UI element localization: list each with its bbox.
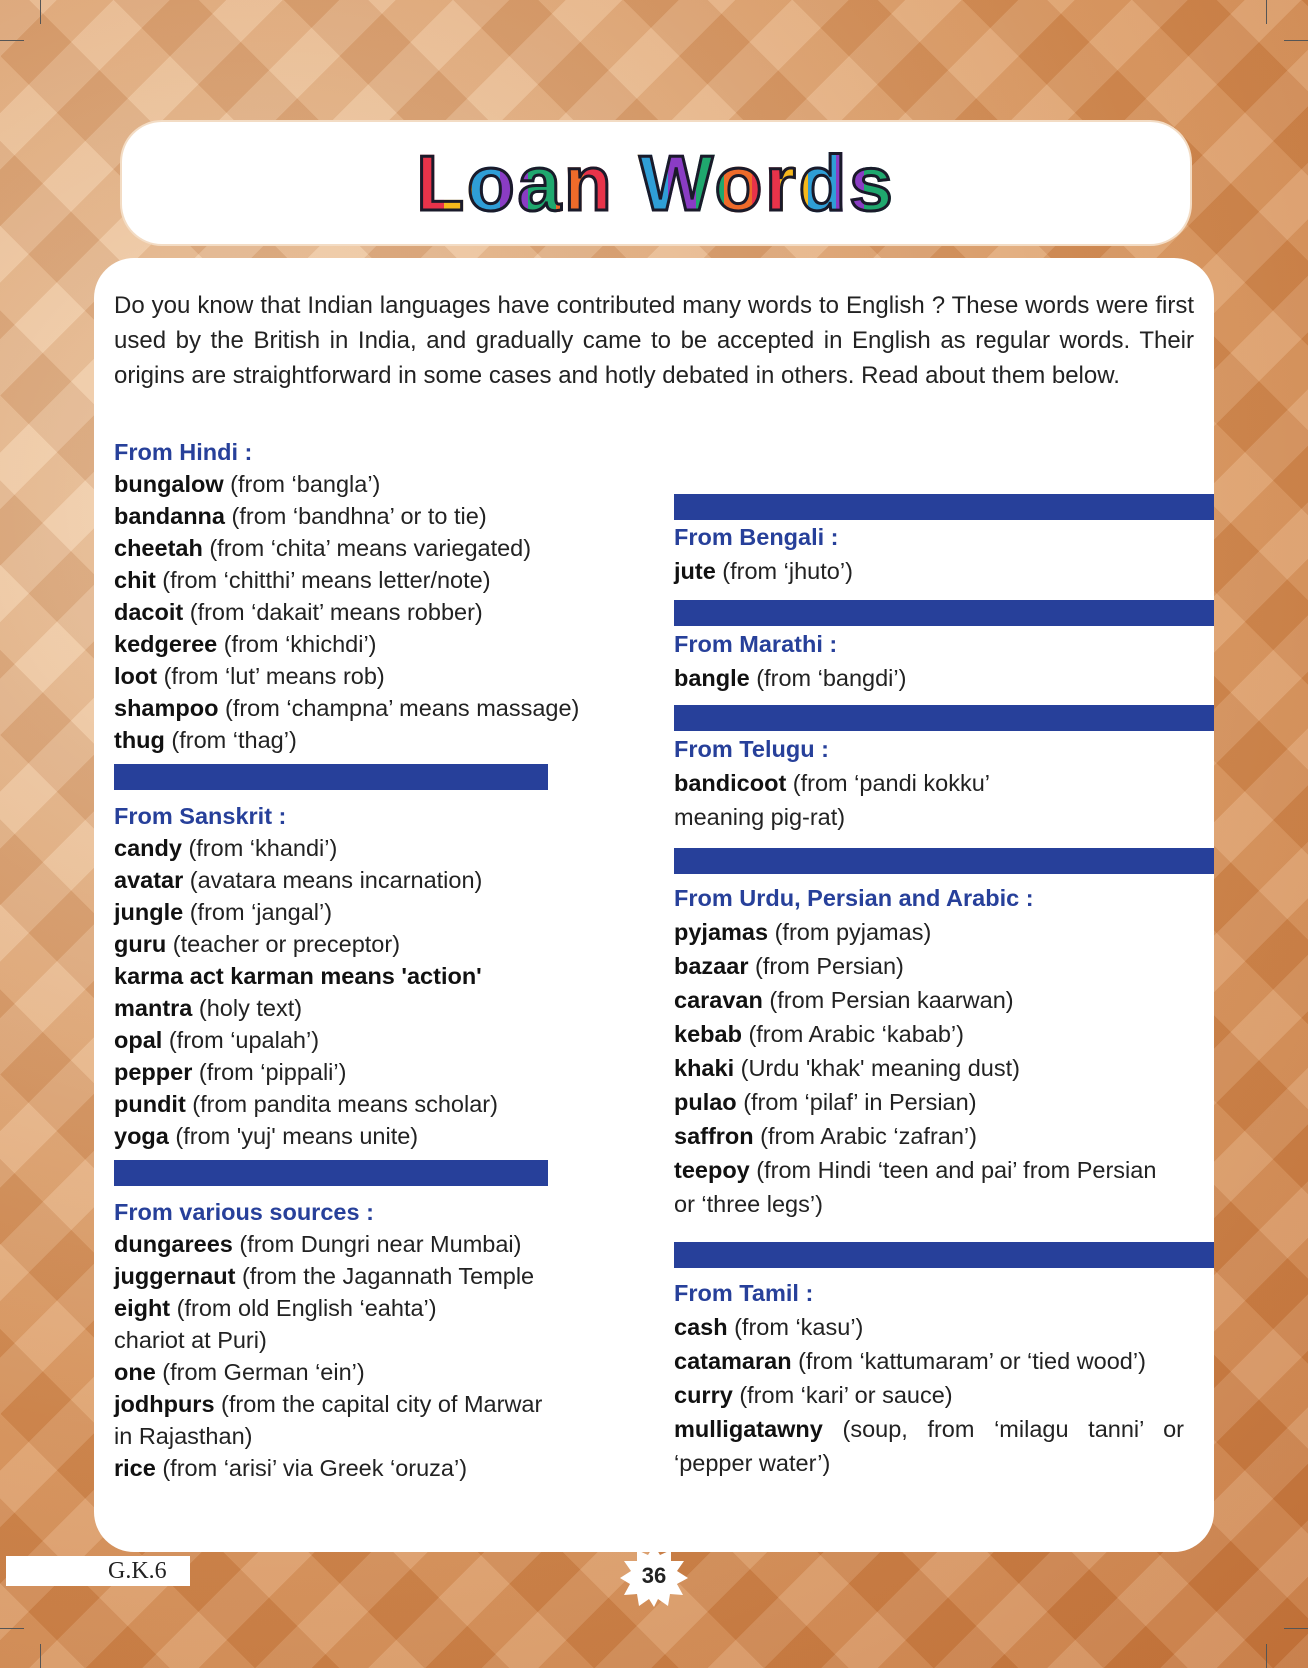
word-list xyxy=(114,468,674,756)
word-origin: (soup, from ‘milagu tanni’ or ‘pepper water’) xyxy=(674,1416,1184,1476)
word-list xyxy=(674,554,1194,588)
section-marathi xyxy=(674,627,1194,695)
word-entry xyxy=(674,949,1194,983)
word-origin: (from old English ‘eahta’) xyxy=(170,1295,437,1321)
word-origin: (from ‘kari’ or sauce) xyxy=(732,1382,953,1408)
word-entry xyxy=(674,915,1194,949)
loan-word: bandanna xyxy=(114,503,225,529)
word-entry xyxy=(114,1452,674,1484)
word-origin: (from ‘chita’ means variegated) xyxy=(202,535,532,561)
word-origin: (from Dungri near Mumbai) xyxy=(232,1231,522,1257)
section-divider xyxy=(674,848,1214,874)
word-entry xyxy=(114,1292,674,1324)
word-origin: meaning pig-rat) xyxy=(674,804,846,830)
word-entry xyxy=(114,992,674,1024)
word-origin: (from ‘kattumaram’ or ‘tied wood’) xyxy=(791,1348,1146,1374)
section-heading: From Hindi : xyxy=(114,439,253,465)
word-entry xyxy=(674,766,1194,800)
section-urdu xyxy=(674,881,1194,1221)
word-entry xyxy=(114,832,674,864)
word-origin: (from ‘bangla’) xyxy=(223,471,381,497)
word-entry xyxy=(114,1024,674,1056)
word-entry xyxy=(674,1085,1194,1119)
word-origin: (from Hindi ‘teen and pai’ from Persian xyxy=(749,1157,1157,1183)
word-entry xyxy=(674,1310,1184,1344)
section-hindi xyxy=(114,436,674,756)
section-sanskrit xyxy=(114,800,674,1152)
loan-word: jute xyxy=(674,558,716,584)
word-entry xyxy=(114,596,674,628)
word-origin: (from ‘bandhna’ or to tie) xyxy=(224,503,487,529)
loan-word: khaki xyxy=(674,1055,735,1081)
word-list xyxy=(674,1310,1184,1480)
word-origin: (holy text) xyxy=(192,995,303,1021)
word-entry xyxy=(674,1119,1194,1153)
word-entry xyxy=(114,724,674,756)
word-entry xyxy=(114,1088,674,1120)
loan-word: candy xyxy=(114,835,182,861)
word-origin: (from ‘thag’) xyxy=(164,727,297,753)
word-entry xyxy=(114,692,674,724)
word-origin: (from ‘pandi kokku’ xyxy=(786,770,991,796)
section-divider xyxy=(674,705,1214,731)
section-various xyxy=(114,1196,674,1484)
intro-paragraph: Do you know that Indian languages have contributed many words to English ? These words were first used by the British in India, and gradually came to be accepted in English as regular words. Their origins are straightforward in some cases and hotly debated in others. Read about them below. xyxy=(114,292,1194,389)
word-list xyxy=(114,1228,674,1484)
word-entry xyxy=(114,1324,674,1356)
word-origin: (avatara means incarnation) xyxy=(183,867,483,893)
loan-word: avatar xyxy=(114,867,184,893)
word-entry xyxy=(114,1228,674,1260)
loan-word: bazaar xyxy=(674,953,749,979)
crop-mark xyxy=(40,0,41,24)
word-entry xyxy=(114,628,674,660)
word-origin: in Rajasthan) xyxy=(114,1423,253,1449)
word-origin: (from pyjamas) xyxy=(768,919,932,945)
page-title: Loan Words xyxy=(416,138,896,227)
loan-word: chit xyxy=(114,567,156,593)
word-entry xyxy=(674,1412,1184,1480)
word-entry xyxy=(114,1420,674,1452)
loan-word: kedgeree xyxy=(114,631,218,657)
word-origin: (from ‘chitthi’ means letter/note) xyxy=(155,567,491,593)
title-banner xyxy=(122,122,1190,244)
word-origin: (from German ‘ein’) xyxy=(155,1359,365,1385)
word-origin: (from ‘jangal’) xyxy=(183,899,333,925)
word-entry xyxy=(114,468,674,500)
loan-word: pundit xyxy=(114,1091,186,1117)
word-origin: (from 'yuj' means unite) xyxy=(168,1123,419,1149)
section-divider xyxy=(674,1242,1214,1268)
word-list xyxy=(674,766,1194,834)
loan-word: eight xyxy=(114,1295,171,1321)
left-column xyxy=(114,436,674,1484)
loan-word: pepper xyxy=(114,1059,193,1085)
loan-word: one xyxy=(114,1359,156,1385)
word-list xyxy=(674,915,1194,1221)
word-entry xyxy=(674,1378,1184,1412)
word-list xyxy=(114,832,674,1152)
crop-mark xyxy=(1284,40,1308,41)
loan-word: curry xyxy=(674,1382,733,1408)
word-origin: (from Arabic ‘zafran’) xyxy=(753,1123,977,1149)
section-divider xyxy=(114,764,548,790)
word-entry xyxy=(114,564,674,596)
loan-word: mantra xyxy=(114,995,193,1021)
word-entry xyxy=(674,1051,1194,1085)
word-origin: (from ‘champna’ means massage) xyxy=(218,695,580,721)
word-entry xyxy=(674,800,1194,834)
crop-mark xyxy=(1284,1628,1308,1629)
word-entry xyxy=(674,1017,1194,1051)
loan-word: rice xyxy=(114,1455,156,1481)
word-entry xyxy=(114,532,674,564)
section-heading: From Sanskrit : xyxy=(114,803,287,829)
word-entry xyxy=(114,660,674,692)
word-origin: (from ‘arisi’ via Greek ‘oruza’) xyxy=(155,1455,468,1481)
loan-word: shampoo xyxy=(114,695,219,721)
section-heading: From Marathi : xyxy=(674,631,838,657)
word-entry xyxy=(114,1120,674,1152)
loan-word: mulligatawny xyxy=(674,1416,823,1442)
word-origin: or ‘three legs’) xyxy=(674,1191,823,1217)
loan-word: dacoit xyxy=(114,599,184,625)
loan-word: jungle xyxy=(114,899,184,925)
word-entry xyxy=(114,1388,674,1420)
word-entry xyxy=(674,983,1194,1017)
crop-mark xyxy=(1266,1644,1267,1668)
loan-word: caravan xyxy=(674,987,763,1013)
word-entry xyxy=(114,864,674,896)
word-origin: (from Persian) xyxy=(748,953,904,979)
word-entry xyxy=(674,1153,1194,1187)
loan-word: yoga xyxy=(114,1123,169,1149)
section-tamil xyxy=(674,1276,1184,1480)
word-origin: (from ‘pilaf’ in Persian) xyxy=(736,1089,977,1115)
crop-mark xyxy=(1266,0,1267,24)
word-entry xyxy=(114,1260,674,1292)
word-origin: (Urdu 'khak' meaning dust) xyxy=(734,1055,1020,1081)
loan-word: teepoy xyxy=(674,1157,750,1183)
loan-word: thug xyxy=(114,727,165,753)
section-heading: From Urdu, Persian and Arabic : xyxy=(674,885,1034,911)
word-origin: (teacher or preceptor) xyxy=(166,931,401,957)
word-entry xyxy=(114,500,674,532)
loan-word: pyjamas xyxy=(674,919,769,945)
word-origin: chariot at Puri) xyxy=(114,1327,267,1353)
loan-word: cash xyxy=(674,1314,728,1340)
loan-word: cheetah xyxy=(114,535,203,561)
loan-word: karma act karman means 'action' xyxy=(114,963,482,989)
word-origin: (from the Jagannath Temple xyxy=(235,1263,535,1289)
word-origin: (from ‘dakait’ means robber) xyxy=(183,599,483,625)
word-origin: (from ‘khandi’) xyxy=(181,835,338,861)
word-entry xyxy=(674,1187,1194,1221)
loan-word: loot xyxy=(114,663,158,689)
loan-word: bungalow xyxy=(114,471,224,497)
word-entry xyxy=(114,928,674,960)
word-origin: (from ‘kasu’) xyxy=(727,1314,864,1340)
section-heading: From Telugu : xyxy=(674,736,829,762)
page-number: 36 xyxy=(641,1563,667,1588)
word-origin: (from ‘pippali’) xyxy=(192,1059,347,1085)
word-entry xyxy=(114,1056,674,1088)
section-telugu xyxy=(674,732,1194,834)
loan-word: jodhpurs xyxy=(114,1391,215,1417)
section-divider xyxy=(674,600,1214,626)
section-heading: From Tamil : xyxy=(674,1280,814,1306)
section-heading: From Bengali : xyxy=(674,524,839,550)
word-entry xyxy=(674,554,1194,588)
word-origin: (from ‘khichdi’) xyxy=(217,631,377,657)
loan-word: bandicoot xyxy=(674,770,787,796)
word-origin: (from Persian kaarwan) xyxy=(762,987,1014,1013)
word-list xyxy=(674,661,1194,695)
section-divider xyxy=(674,494,1214,520)
word-origin: (from pandita means scholar) xyxy=(185,1091,498,1117)
loan-word: kebab xyxy=(674,1021,742,1047)
section-heading: From various sources : xyxy=(114,1199,374,1225)
word-origin: (from ‘lut’ means rob) xyxy=(157,663,385,689)
loan-word: pulao xyxy=(674,1089,737,1115)
loan-word: bangle xyxy=(674,665,750,691)
word-entry xyxy=(114,1356,674,1388)
crop-mark xyxy=(0,1628,24,1629)
word-origin: (from the capital city of Marwar xyxy=(214,1391,543,1417)
book-label: G.K.6 xyxy=(6,1556,190,1586)
crop-mark xyxy=(40,1644,41,1668)
word-origin: (from Arabic ‘kabab’) xyxy=(741,1021,964,1047)
word-entry xyxy=(674,1344,1184,1378)
word-origin: (from ‘jhuto’) xyxy=(715,558,853,584)
word-entry xyxy=(674,661,1194,695)
loan-word: dungarees xyxy=(114,1231,233,1257)
word-entry xyxy=(114,960,674,992)
word-origin: (from ‘upalah’) xyxy=(162,1027,320,1053)
loan-word: guru xyxy=(114,931,167,957)
crop-mark xyxy=(0,40,24,41)
section-bengali xyxy=(674,520,1194,588)
loan-word: saffron xyxy=(674,1123,754,1149)
word-entry xyxy=(114,896,674,928)
loan-word: opal xyxy=(114,1027,163,1053)
section-divider xyxy=(114,1160,548,1186)
loan-word: catamaran xyxy=(674,1348,792,1374)
word-origin: (from ‘bangdi’) xyxy=(749,665,907,691)
loan-word: juggernaut xyxy=(114,1263,236,1289)
